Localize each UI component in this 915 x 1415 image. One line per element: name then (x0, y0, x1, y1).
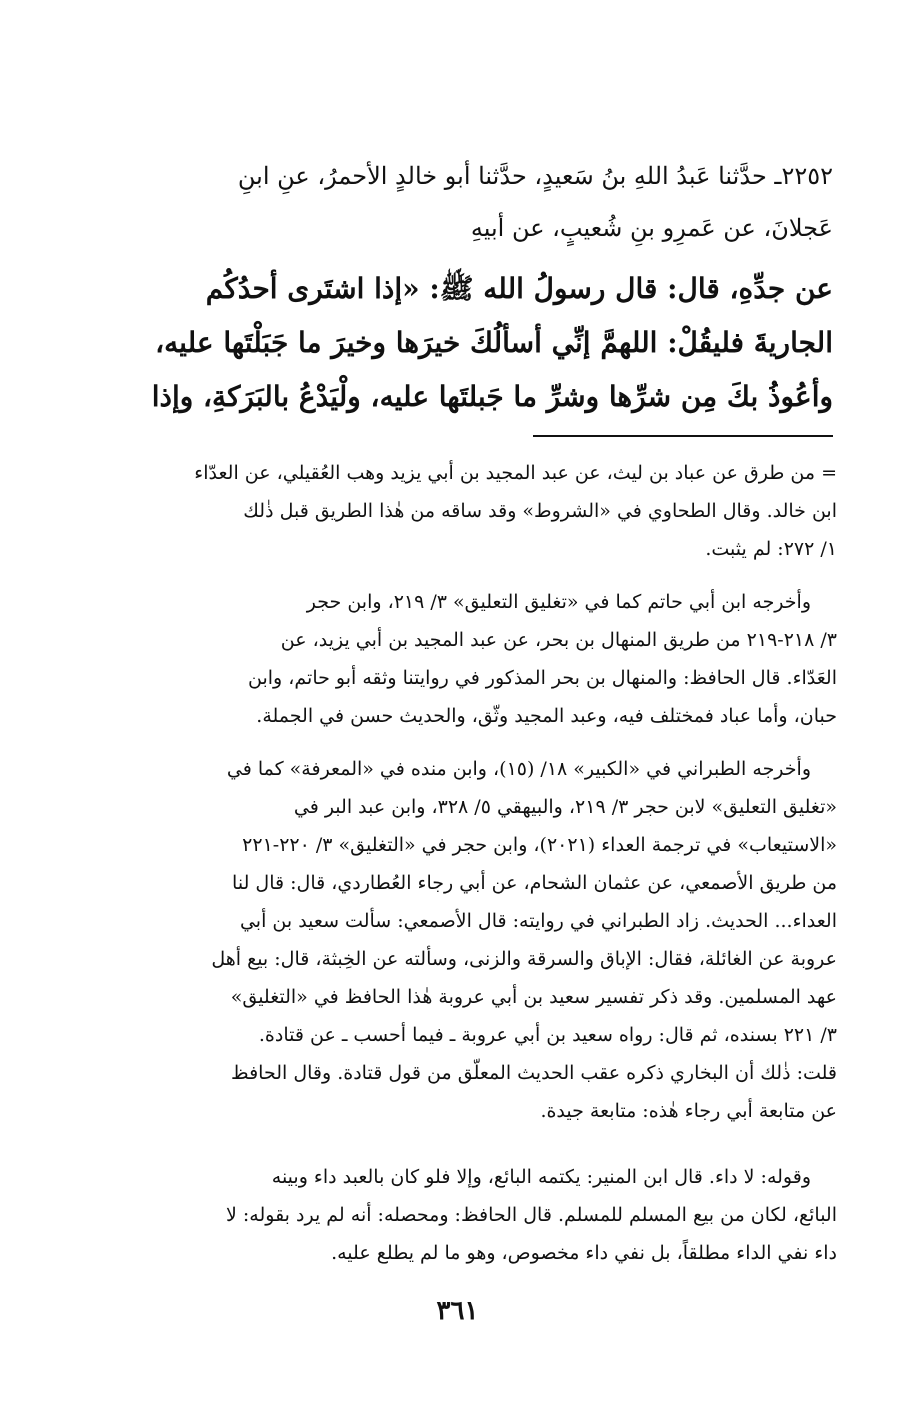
footnote-paragraph (81, 1158, 837, 1272)
footnote-line: من طريق الأصمعي، عن عثمان الشحام، عن أبي رجاء العُطاردي، قال: قال لنا (232, 872, 837, 894)
footnote-line: ٣/ ٢١٨-٢١٩ من طريق المنهال بن بحر، عن عبد المجيد بن أبي يزيد، عن (280, 629, 837, 651)
hadith-line: ٢٢٥٢ـ حدَّثنا عَبدُ اللهِ بنُ سَعيدٍ، حدَّثنا أبو خالدٍ الأحمرُ، عنِ ابنِ (237, 162, 833, 190)
footnote-line: عروبة عن الغائلة، فقال: الإباق والسرقة والزنى، وسألته عن الخِبثة، قال: بيع أهل (211, 948, 837, 970)
footnote-line: ١/ ٢٧٢: لم يثبت. (705, 538, 837, 560)
footnote-paragraph (81, 583, 837, 735)
hadith-line: الجاريةَ فليقُلْ: اللهمَّ إنِّي أسألُكَ خيرَها وخيرَ ما جَبَلْتَها عليه، (155, 326, 833, 359)
footnote-line: حبان، وأما عباد فمختلف فيه، وعبد المجيد وثّق، والحديث حسن في الجملة. (256, 705, 837, 727)
footnote-paragraph (81, 454, 837, 568)
footnote-paragraph (81, 750, 837, 1130)
hadith-line: وأعُوذُ بكَ مِن شرِّها وشرِّ ما جَبلتَها عليه، ولْيَدْعُ بالبَرَكةِ، وإذا (151, 380, 833, 413)
hadith-line: عَجلانَ، عن عَمرِو بنِ شُعيبٍ، عن أبيهِ (470, 214, 833, 242)
footnote-line: ابن خالد. وقال الطحاوي في «الشروط» وقد ساقه من هٰذا الطريق قبل ذٰلك (243, 500, 837, 522)
hadith-line: عن جدِّهِ، قال: قال رسولُ الله ﷺ: «إذا اشتَرى أحدُكُم (205, 272, 833, 305)
hadith-isnad (85, 150, 833, 254)
footnote-line: ٣/ ٢٢١ بسنده، ثم قال: رواه سعيد بن أبي عروبة ـ فيما أحسب ـ عن قتادة. (258, 1024, 837, 1046)
footnote-line: «تغليق التعليق» لابن حجر ٣/ ٢١٩، والبيهقي ٥/ ٣٢٨، وابن عبد البر في (293, 796, 837, 818)
footnote-line: العَدّاء. قال الحافظ: والمنهال بن بحر المذكور في روايتنا وثقه أبو حاتم، وابن (248, 667, 837, 689)
footnote-line: وأخرجه الطبراني في «الكبير» ١٨/ (١٥)، وابن منده في «المعرفة» كما في (226, 758, 811, 780)
footnote-line: العداء... الحديث. زاد الطبراني في روايته: قال الأصمعي: سألت سعيد بن أبي (239, 910, 837, 932)
hadith-matn (85, 262, 833, 424)
footnote-line: وأخرجه ابن أبي حاتم كما في «تغليق التعليق» ٣/ ٢١٩، وابن حجر (306, 591, 811, 613)
footnote-line: عهد المسلمين. وقد ذكر تفسير سعيد بن أبي عروبة هٰذا الحافظ في «التغليق» (230, 986, 837, 1008)
page-number: ٣٦١ (436, 1296, 479, 1326)
footnote-line: = من طرق عن عباد بن ليث، عن عبد المجيد بن أبي يزيد وهب العُقيلي، عن العدّاء (194, 462, 837, 484)
footnote-line: عن متابعة أبي رجاء هٰذه: متابعة جيدة. (540, 1100, 837, 1122)
footnote-line: وقوله: لا داء. قال ابن المنير: يكتمه البائع، وإلا فلو كان بالعبد داء وبينه (271, 1166, 811, 1188)
footnote-separator (533, 435, 833, 437)
footnote-line: داء نفي الداء مطلقاً، بل نفي داء مخصوص، وهو ما لم يطلع عليه. (331, 1242, 837, 1264)
footnote-line: البائع، لكان من بيع المسلم للمسلم. قال الحافظ: ومحصله: أنه لم يرد بقوله: لا (226, 1204, 837, 1226)
footnote-line: قلت: ذٰلك أن البخاري ذكره عقب الحديث المعلّق من قول قتادة. وقال الحافظ (231, 1062, 837, 1084)
footnote-line: «الاستيعاب» في ترجمة العداء (٢٠٢١)، وابن حجر في «التغليق» ٣/ ٢٢٠-٢٢١ (242, 834, 837, 856)
